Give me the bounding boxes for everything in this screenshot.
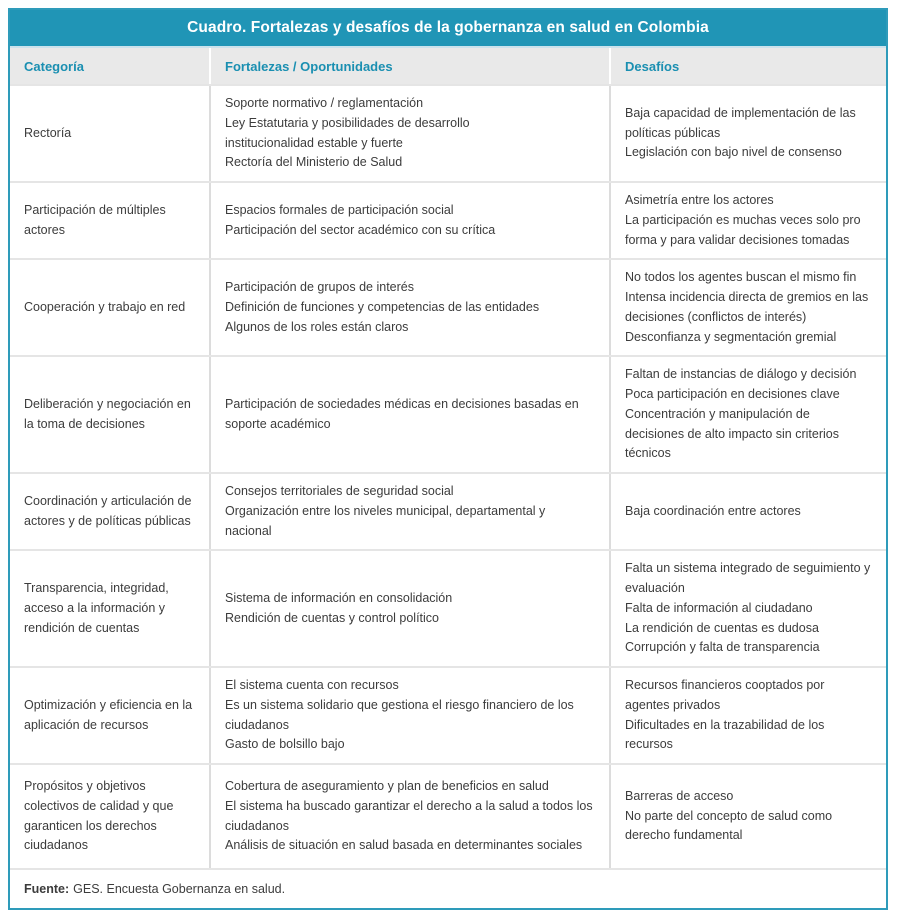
cell-line: Cobertura de aseguramiento y plan de beneficios en salud: [225, 779, 549, 793]
cell-line: Espacios formales de participación social: [225, 202, 454, 217]
cell-line: Intensa incidencia directa de gremios en las decisiones (conflictos de interés): [625, 290, 869, 324]
cell-line: El sistema cuenta con recursos: [225, 678, 399, 692]
cell-line: Organización entre los niveles municipal, departamental y nacional: [225, 503, 546, 538]
table-row: [10, 258, 886, 355]
cell-line: Baja coordinación entre actores: [625, 503, 801, 518]
cell-fortalezas: [209, 86, 609, 181]
cell-line: Coordinación y articulación de actores y de políticas públicas: [24, 493, 192, 528]
cell-line: Es un sistema solidario que gestiona el riesgo financiero de los ciudadanos: [225, 697, 574, 732]
source-note: [10, 868, 886, 908]
cell-line: Participación del sector académico con su crítica: [225, 222, 496, 237]
table-container: [8, 8, 888, 910]
cell-line: El sistema ha buscado garantizar el derecho a la salud a todos los ciudadanos: [225, 798, 593, 833]
cell-desafios: [609, 551, 886, 666]
cell-line: Participación de grupos de interés: [225, 280, 415, 295]
cell-line: Transparencia, integridad, acceso a la información y rendición de cuentas: [24, 581, 169, 635]
table-row: [10, 549, 886, 666]
table-row: [10, 763, 886, 868]
column-header-fortalezas: Fortalezas / Oportunidades: [209, 48, 609, 84]
cell-line: Cooperación y trabajo en red: [24, 299, 186, 314]
cell-desafios: [609, 668, 886, 763]
cell-line: Desconfianza y segmentación gremial: [625, 329, 837, 344]
table-row: [10, 472, 886, 549]
table-body: [10, 84, 886, 868]
cell-fortalezas: [209, 183, 609, 258]
cell-categoria: [10, 668, 209, 763]
table-row: [10, 666, 886, 763]
cell-categoria: [10, 474, 209, 549]
cell-fortalezas: [209, 668, 609, 763]
table-row: [10, 181, 886, 258]
cell-line: Poca participación en decisiones clave: [625, 387, 840, 401]
cell-line: Falta de información al ciudadano: [625, 600, 813, 615]
table-row: [10, 84, 886, 181]
cell-line: Definición de funciones y competencias de las entidades: [225, 299, 540, 314]
table-title-bar: [10, 10, 886, 48]
cell-desafios: [609, 183, 886, 258]
cell-fortalezas: [209, 260, 609, 355]
cell-desafios: [609, 86, 886, 181]
cell-categoria: [10, 765, 209, 868]
cell-line: Gasto de bolsillo bajo: [225, 737, 345, 752]
cell-fortalezas: [209, 357, 609, 472]
cell-line: La rendición de cuentas es dudosa: [625, 620, 819, 635]
cell-desafios: [609, 260, 886, 355]
cell-line: Soporte normativo / reglamentación: [225, 96, 424, 110]
cell-desafios: [609, 357, 886, 472]
column-header-row: [10, 48, 886, 84]
cell-fortalezas: [209, 474, 609, 549]
cell-line: Falta un sistema integrado de seguimiento y evaluación: [625, 561, 871, 595]
cell-line: Corrupción y falta de transparencia: [625, 640, 820, 655]
column-header-categoria: Categoría: [24, 59, 84, 74]
cell-line: Dificultades en la trazabilidad de los recursos: [625, 717, 825, 752]
cell-line: Barreras de acceso: [625, 788, 734, 803]
cell-line: Faltan de instancias de diálogo y decisión: [625, 367, 857, 382]
table-title: Cuadro. Fortalezas y desafíos de la gobernanza en salud en Colombia: [187, 19, 709, 36]
cell-line: Participación de múltiples actores: [24, 202, 166, 237]
cell-line: Consejos territoriales de seguridad social: [225, 484, 454, 498]
source-label: Fuente:: [24, 882, 70, 896]
cell-categoria: [10, 551, 209, 666]
cell-line: Rectoría del Ministerio de Salud: [225, 155, 403, 170]
cell-line: Deliberación y negociación en la toma de decisiones: [24, 396, 191, 431]
cell-categoria: [10, 357, 209, 472]
cell-line: Asimetría entre los actores: [625, 193, 774, 207]
cell-line: Optimización y eficiencia en la aplicación de recursos: [24, 697, 193, 732]
cell-line: Participación de sociedades médicas en decisiones basadas en soporte académico: [225, 396, 579, 431]
cell-line: Rendición de cuentas y control político: [225, 610, 440, 625]
cell-line: Algunos de los roles están claros: [225, 319, 409, 334]
cell-line: Ley Estatutaria y posibilidades de desarrollo: [225, 115, 470, 130]
table-row: [10, 355, 886, 472]
cell-categoria: [10, 183, 209, 258]
cell-line: Concentración y manipulación de decisiones de alto impacto sin criterios técnicos: [625, 406, 839, 461]
cell-line: Baja capacidad de implementación de las políticas públicas: [625, 105, 856, 140]
cell-fortalezas: [209, 551, 609, 666]
cell-line: Legislación con bajo nivel de consenso: [625, 145, 842, 160]
cell-categoria: [10, 260, 209, 355]
cell-line: Propósitos y objetivos colectivos de calidad y que garanticen los derechos ciudadanos: [24, 779, 174, 853]
cell-desafios: [609, 765, 886, 868]
cell-categoria: [10, 86, 209, 181]
column-header-desafios: Desafíos: [609, 48, 886, 84]
source-text: GES. Encuesta Gobernanza en salud.: [73, 882, 286, 896]
cell-line: No parte del concepto de salud como derecho fundamental: [625, 808, 833, 843]
cell-fortalezas: [209, 765, 609, 868]
cell-line: institucionalidad estable y fuerte: [225, 135, 403, 150]
cell-line: No todos los agentes buscan el mismo fin: [625, 270, 857, 285]
cell-line: Análisis de situación en salud basada en determinantes sociales: [225, 838, 583, 853]
cell-line: Recursos financieros cooptados por agentes privados: [625, 678, 825, 712]
cell-line: Sistema de información en consolidación: [225, 590, 453, 605]
cell-line: Rectoría: [24, 125, 72, 140]
cell-line: La participación es muchas veces solo pro forma y para validar decisiones tomadas: [625, 212, 861, 247]
cell-desafios: [609, 474, 886, 549]
